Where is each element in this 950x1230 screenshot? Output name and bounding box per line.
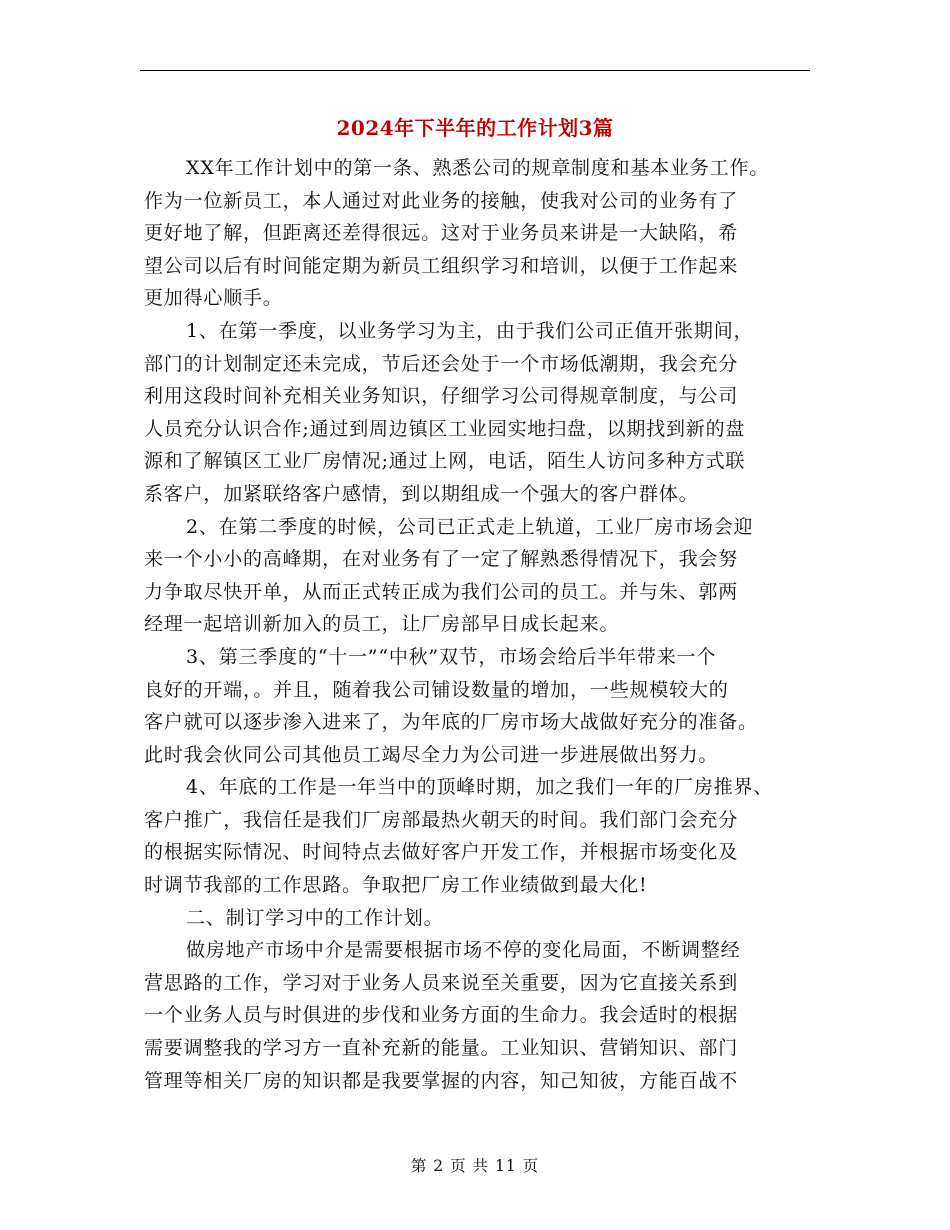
text-line: 更好地了解，但距离还差得很远。这对于业务员来讲是一大缺陷，希: [144, 222, 739, 245]
text-line: 望公司以后有时间能定期为新员工组织学习和培训，以便于工作起来: [144, 254, 739, 277]
document-body: [144, 152, 824, 1097]
text-line: 客户推广，我信任是我们厂房部最热火朝天的时间。我们部门会充分: [144, 808, 739, 831]
text-line: 此时我会伙同公司其他员工竭尽全力为公司进一步进展做出努力。: [144, 743, 719, 766]
text-line: 的根据实际情况、时间特点去做好客户开发工作，并根据市场变化及: [144, 841, 739, 864]
text-line: 时调节我部的工作思路。争取把厂房工作业绩做到最大化!: [144, 874, 648, 897]
text-line: 需要调整我的学习方一直补充新的能量。工业知识、营销知识、部门: [144, 1037, 739, 1060]
text-line: 源和了解镇区工业厂房情况;通过上网，电话，陌生人访问多种方式联: [144, 450, 746, 473]
text-line: 作为一位新员工，本人通过对此业务的接触，使我对公司的业务有了: [144, 189, 739, 212]
page-number: 第 2 页 共 11 页: [410, 1157, 540, 1175]
text-line: XX年工作计划中的第一条、熟悉公司的规章制度和基本业务工作。: [186, 157, 770, 179]
header-rule: [140, 70, 810, 71]
text-line: 管理等相关厂房的知识都是我要掌握的内容，知己知彼，方能百战不: [144, 1069, 739, 1092]
text-line: 来一个小小的高峰期，在对业务有了一定了解熟悉得情况下，我会努: [144, 548, 739, 571]
document-title: 2024年下半年的工作计划3篇: [336, 116, 614, 140]
text-line: 客户就可以逐步渗入进来了，为年底的厂房市场大战做好充分的准备。: [144, 711, 758, 734]
text-line: 3、第三季度的“十一”“中秋”双节，市场会给后半年带来一个: [186, 645, 717, 668]
text-line: 一个业务人员与时俱进的步伐和业务方面的生命力。我会适时的根据: [144, 1004, 739, 1027]
text-line: 营思路的工作，学习对于业务人员来说至关重要，因为它直接关系到: [144, 971, 739, 994]
text-line: 1、在第一季度，以业务学习为主，由于我们公司正值开张期间，: [186, 319, 754, 342]
text-line: 良好的开端，。并且，随着我公司铺设数量的增加，一些规模较大的: [144, 678, 729, 701]
text-line: 更加得心顺手。: [144, 287, 283, 310]
text-line: 人员充分认识合作;通过到周边镇区工业园实地扫盘，以期找到新的盘: [144, 417, 746, 440]
text-line: 部门的计划制定还未完成，节后还会处于一个市场低潮期，我会充分: [144, 352, 739, 375]
text-line: 经理一起培训新加入的员工，让厂房部早日成长起来。: [144, 613, 620, 636]
text-line: 力争取尽快开单，从而正式转正成为我们公司的员工。并与朱、郭两: [144, 580, 739, 603]
text-line: 做房地产市场中介是需要根据市场不停的变化局面，不断调整经: [186, 939, 741, 962]
text-line: 4、年底的工作是一年当中的顶峰时期，加之我们一年的厂房推界、: [186, 776, 774, 799]
text-line: 利用这段时间补充相关业务知识，仔细学习公司得规章制度，与公司: [144, 385, 739, 408]
text-line: 二、制订学习中的工作计划。: [186, 906, 444, 929]
text-line: 系客户，加紧联络客户感情，到以期组成一个强大的客户群体。: [144, 482, 699, 505]
text-line: 2、在第二季度的时候，公司已正式走上轨道，工业厂房市场会迎: [186, 515, 754, 538]
